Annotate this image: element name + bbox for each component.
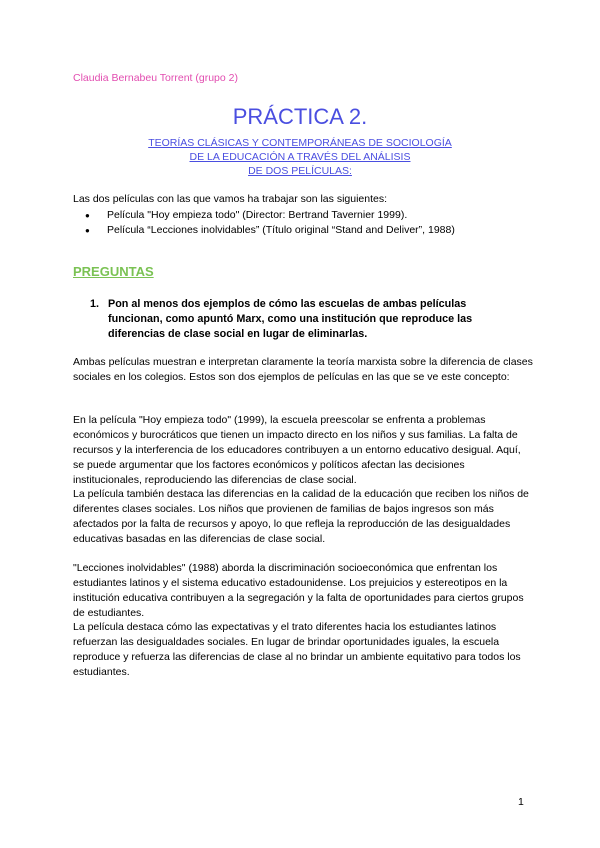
paragraph: La película también destaca las diferencias en la calidad de la educación que reciben los niños de diferentes clases sociales. Los niños que provienen de familias de bajos ingresos son más afectados por la falta de recursos y apoyo, lo que refleja la reproducción de las desigualdades educativas basadas en las diferencias de clase social. [73,488,529,545]
question-number: 1. [90,298,100,310]
question-text: Pon al menos dos ejemplos de cómo las escuelas de ambas películas funcionan, como apuntó Marx, como una institución que reproduce las diferencias de clase social en lugar de eliminarlas. [108,298,473,340]
intro-text: Las dos películas con las que vamos ha trabajar son las siguientes: [73,193,388,205]
question-1 [90,297,510,342]
author-name: Claudia Bernabeu Torrent (grupo 2) [73,72,238,84]
subtitle-line: TEORÍAS CLÁSICAS Y CONTEMPORÁNEAS DE SOCIOLOGÍA [148,137,452,149]
paragraph: La película destaca cómo las expectativas y el trato diferentes hacia los estudiantes latinos refuerzan las desigualdades sociales. En lugar de brindar oportunidades iguales, la escuela reproduce y refuerza las diferencias de clase al no brindar un ambiente equitativo para todos los estudiantes. [73,621,521,678]
subtitle-line: DE LA EDUCACIÓN A TRAVÉS DEL ANÁLISIS [189,151,411,163]
section-heading: PREGUNTAS [73,264,154,279]
paragraph: "Lecciones inolvidables" (1988) aborda la discriminación socioeconómica que enfrentan los estudiantes latinos y el sistema educativo estadounidense. Los prejuicios y estereotipos en la institución educativa contribuyen a la segregación y la falta de oportunidades para ciertos grupos de estudiantes. [73,562,524,619]
subtitle-line: DE DOS PELÍCULAS: [248,165,352,177]
page-number: 1 [518,796,524,808]
film-list [85,208,455,238]
subtitle [0,136,600,178]
paragraph: Ambas películas muestran e interpretan claramente la teoría marxista sobre la diferencia de clases sociales en los colegios. Estos son dos ejemplos de películas en las que se ve este concepto: [73,356,533,383]
paragraph: En la película "Hoy empieza todo" (1999), la escuela preescolar se enfrenta a problemas económicos y burocráticos que tienen un impacto directo en los niños y sus familias. La falta de recursos y la interferencia de los educadores contribuyen a un entorno educativo desigual. Aquí, se puede argumentar que los factores económicos y políticos afectan las decisiones institucionales, reproduciendo las diferencias de clase social. [73,414,521,486]
film-list-item: ● Película "Hoy empieza todo" (Director: Bertrand Tavernier 1999). [85,208,455,223]
page-title: PRÁCTICA 2. [232,104,368,129]
film-list-item: ● Película “Lecciones inolvidables” (Título original “Stand and Deliver”, 1988) [85,223,455,238]
